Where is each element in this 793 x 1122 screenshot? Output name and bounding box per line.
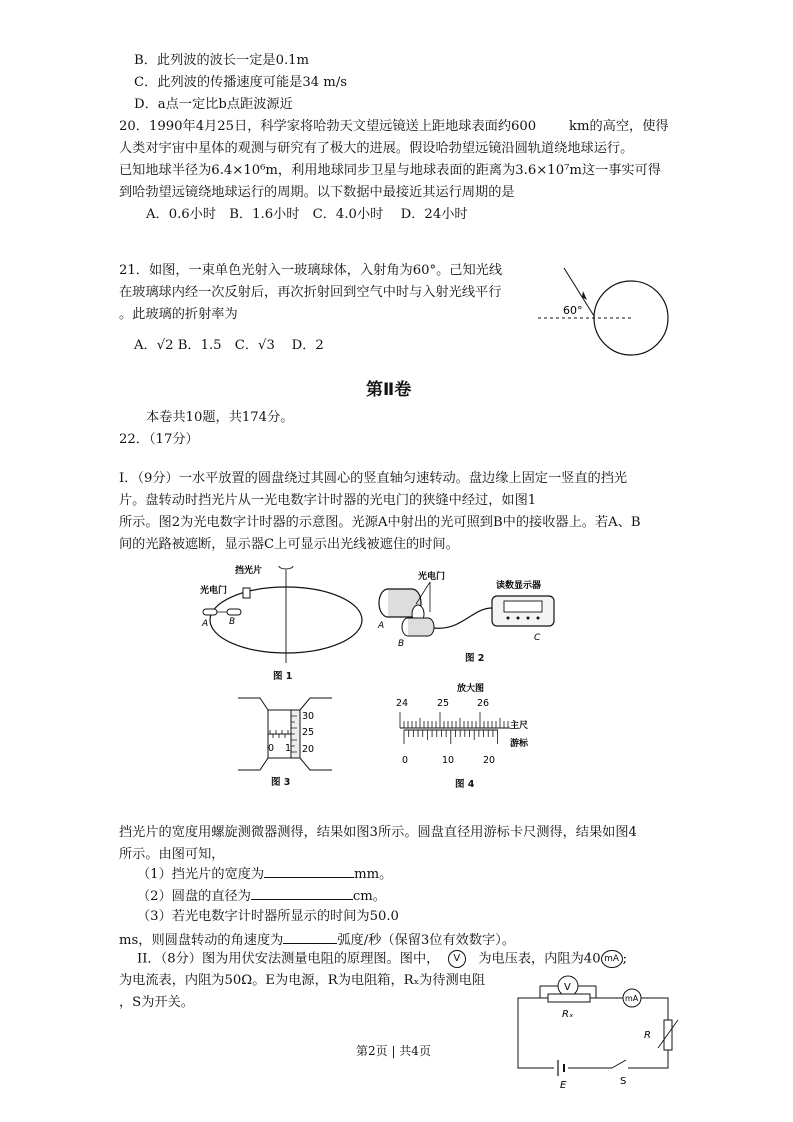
micrometer-frame: [238, 758, 268, 770]
q21-line-3: 。此玻璃的折射率为: [119, 307, 238, 322]
figure-1-disk: [195, 558, 370, 678]
fig2-gate-label: 光电门: [418, 572, 446, 582]
main-scale-ticks: [400, 712, 508, 728]
part2-text-b: 为电压表，内阻为40: [478, 951, 601, 967]
q21-line-1: 21．如图，一束单色光射入一玻璃球体，入射角为60°。己知光线: [119, 263, 503, 278]
part2-line-1: [137, 950, 627, 969]
q19-option-b: B．此列波的波长一定是0.1m: [134, 53, 310, 68]
display-screen: [504, 601, 542, 612]
q19-option-d: D．a点一定比b点距波源近: [134, 97, 293, 112]
q21-option-d: D．2: [291, 338, 324, 353]
measure-item-3b: [119, 930, 515, 950]
q21-option-a-value: √2: [156, 338, 174, 353]
fig1-gate-label: 光电门: [200, 586, 228, 596]
gate-a: [203, 609, 217, 615]
answer-blank-2[interactable]: [251, 886, 353, 900]
main-scale-label-25: 25: [437, 698, 450, 709]
thimble-label-20: 20: [302, 744, 315, 755]
fig1-a-label: A: [202, 619, 209, 629]
cable: [434, 608, 492, 628]
circuit-rx-label: Rₓ: [562, 1009, 574, 1020]
resistor-rx: [548, 994, 590, 1002]
q20-line-1b: km的高空，使得: [569, 119, 669, 134]
circuit-e-label: E: [560, 1080, 567, 1090]
ammeter-symbol: mA: [601, 950, 623, 968]
vernier-scale-name: 游标: [510, 739, 529, 749]
q20-line-3: 已知地球半径为6.4×10⁶m，利用地球同步卫星与地球表面的距离为3.6×10⁷m这一事实可得: [119, 163, 661, 178]
rotation-arrow: [279, 566, 293, 569]
q21-line-2: 在玻璃球内经一次反射后，再次折射回到空气中时与入射光线平行: [119, 285, 502, 300]
q20-line-1a: 20．1990年4月25日，科学家将哈勃天文望远镜送上距地球表面约600: [119, 119, 537, 134]
thimble-label-30: 30: [302, 711, 315, 722]
answer-blank-3[interactable]: [283, 930, 337, 944]
micrometer-frame: [300, 698, 332, 710]
circuit-v-label: V: [564, 982, 571, 993]
q21-options: [134, 337, 324, 355]
voltmeter-symbol: V: [448, 950, 466, 968]
glass-sphere-diagram: [530, 260, 680, 385]
measure-item-1: [137, 864, 392, 884]
vernier-scale-ticks: [404, 730, 498, 744]
vernier-label-0: 0: [402, 755, 409, 766]
circuit-r-label: R: [644, 1030, 651, 1041]
figure-4-vernier: [390, 680, 550, 776]
battery-gap: [554, 1060, 568, 1076]
item-3-unit: 弧度/秒（保留3位有效数字）。: [337, 933, 516, 948]
q21-option-c-value: √3: [258, 338, 275, 353]
fig2-a-label: A: [378, 621, 385, 631]
display-knob: [507, 617, 510, 620]
sleeve-label-0: 0: [268, 743, 275, 754]
main-scale-label-24: 24: [396, 698, 409, 709]
circuit-diagram: [510, 970, 680, 1090]
answer-blank-1[interactable]: [264, 864, 354, 878]
shield-plate: [243, 588, 250, 598]
incident-angle-label: 60°: [563, 304, 583, 317]
item-2-text: （2）圆盘的直径为: [137, 889, 251, 904]
item-1-unit: mm。: [354, 867, 393, 882]
fig1-b-label: B: [229, 617, 236, 627]
fig1-shield-label: 挡光片: [235, 566, 263, 576]
part1-line-3: 所示。图2为光电数字计时器的示意图。光源A中射出的光可照到B中的接收器上。若A、B: [119, 515, 641, 530]
q21-option-bc: B．1.5 C．: [177, 338, 259, 353]
measure-item-3: （3）若光电数字计时器所显示的时间为50.0: [137, 909, 399, 924]
part2-line-3: ，S为开关。: [119, 995, 194, 1010]
circuit-s-label: S: [620, 1076, 627, 1087]
part2-line-2: 为电流表，内阻为50Ω。E为电源，R为电阻箱，Rₓ为待测电阻: [119, 973, 486, 988]
q20-options: A．0.6小时 B．1.6小时 C．4.0小时 D．24小时: [146, 207, 468, 222]
q20-line-2: 人类对宇宙中星体的观测与研究有了极大的进展。假设哈勃望远镜沿圆轨道绕地球运行。: [119, 141, 634, 156]
q22-heading: 22．（17分）: [119, 432, 199, 447]
figure-4-caption: 图 4: [455, 779, 475, 790]
fig2-c-label: C: [534, 633, 541, 643]
micrometer-frame: [300, 758, 332, 770]
fig2-b-label: B: [398, 639, 405, 649]
switch-gap: [612, 1064, 628, 1072]
item-2-unit: cm。: [352, 889, 386, 904]
figure-3-caption: 图 3: [271, 777, 291, 788]
measure-line-2: 所示。由图可知，: [119, 847, 225, 862]
figure-2-caption: 图 2: [465, 653, 485, 664]
circuit-ma-label: mA: [625, 994, 639, 1003]
section-title: 第Ⅱ卷: [366, 380, 412, 400]
display-knob: [517, 617, 520, 620]
main-scale-name: 主尺: [510, 721, 529, 731]
section-intro: 本卷共10题，共174分。: [146, 410, 294, 425]
item-1-text: （1）挡光片的宽度为: [137, 867, 265, 882]
main-scale-label-26: 26: [477, 698, 490, 709]
part2-text-c: ;: [622, 951, 628, 967]
part1-line-2: 片。盘转动时挡光片从一光电数字计时器的光电门的狭缝中经过，如图1: [119, 493, 537, 508]
page-footer: 第2页 | 共4页: [356, 1044, 431, 1058]
part2-text-a: II．（8分）图为用伏安法测量电阻的原理图。图中，: [137, 951, 440, 967]
item-3-text: ms，则圆盘转动的角速度为: [119, 933, 284, 948]
receiver-b-body: [408, 618, 434, 636]
gate-b: [227, 609, 241, 615]
q19-option-c: C．此列波的传播速度可能是34 m/s: [134, 75, 348, 90]
fig2-display-label: 读数显示器: [496, 581, 542, 591]
part1-line-1: I．（9分）一水平放置的圆盘绕过其圆心的竖直轴匀速转动。盘边缘上固定一竖直的挡光: [119, 471, 628, 486]
measure-item-2: [137, 886, 386, 906]
display-knob: [527, 617, 530, 620]
measure-line-1: 挡光片的宽度用螺旋测微器测得，结果如图3所示。圆盘直径用游标卡尺测得，结果如图4: [119, 825, 637, 840]
display-knob: [537, 617, 540, 620]
q21-option-a: A．: [134, 338, 157, 353]
sleeve-label-1: 1: [285, 743, 292, 754]
q20-line-4: 到哈勃望远镜绕地球运行的周期。以下数据中最接近其运行周期的是: [119, 185, 515, 200]
micrometer-frame: [238, 698, 268, 710]
figure-3-micrometer: [236, 696, 336, 774]
resistor-box-r: [664, 1020, 672, 1050]
fig4-title: 放大图: [457, 684, 485, 694]
thimble-label-25: 25: [302, 727, 315, 738]
part1-line-4: 间的光路被遮断，显示器C上可显示出光线被遮住的时间。: [119, 537, 459, 552]
vernier-label-10: 10: [442, 755, 455, 766]
vernier-label-20: 20: [483, 755, 496, 766]
figure-1-caption: 图 1: [273, 671, 293, 682]
